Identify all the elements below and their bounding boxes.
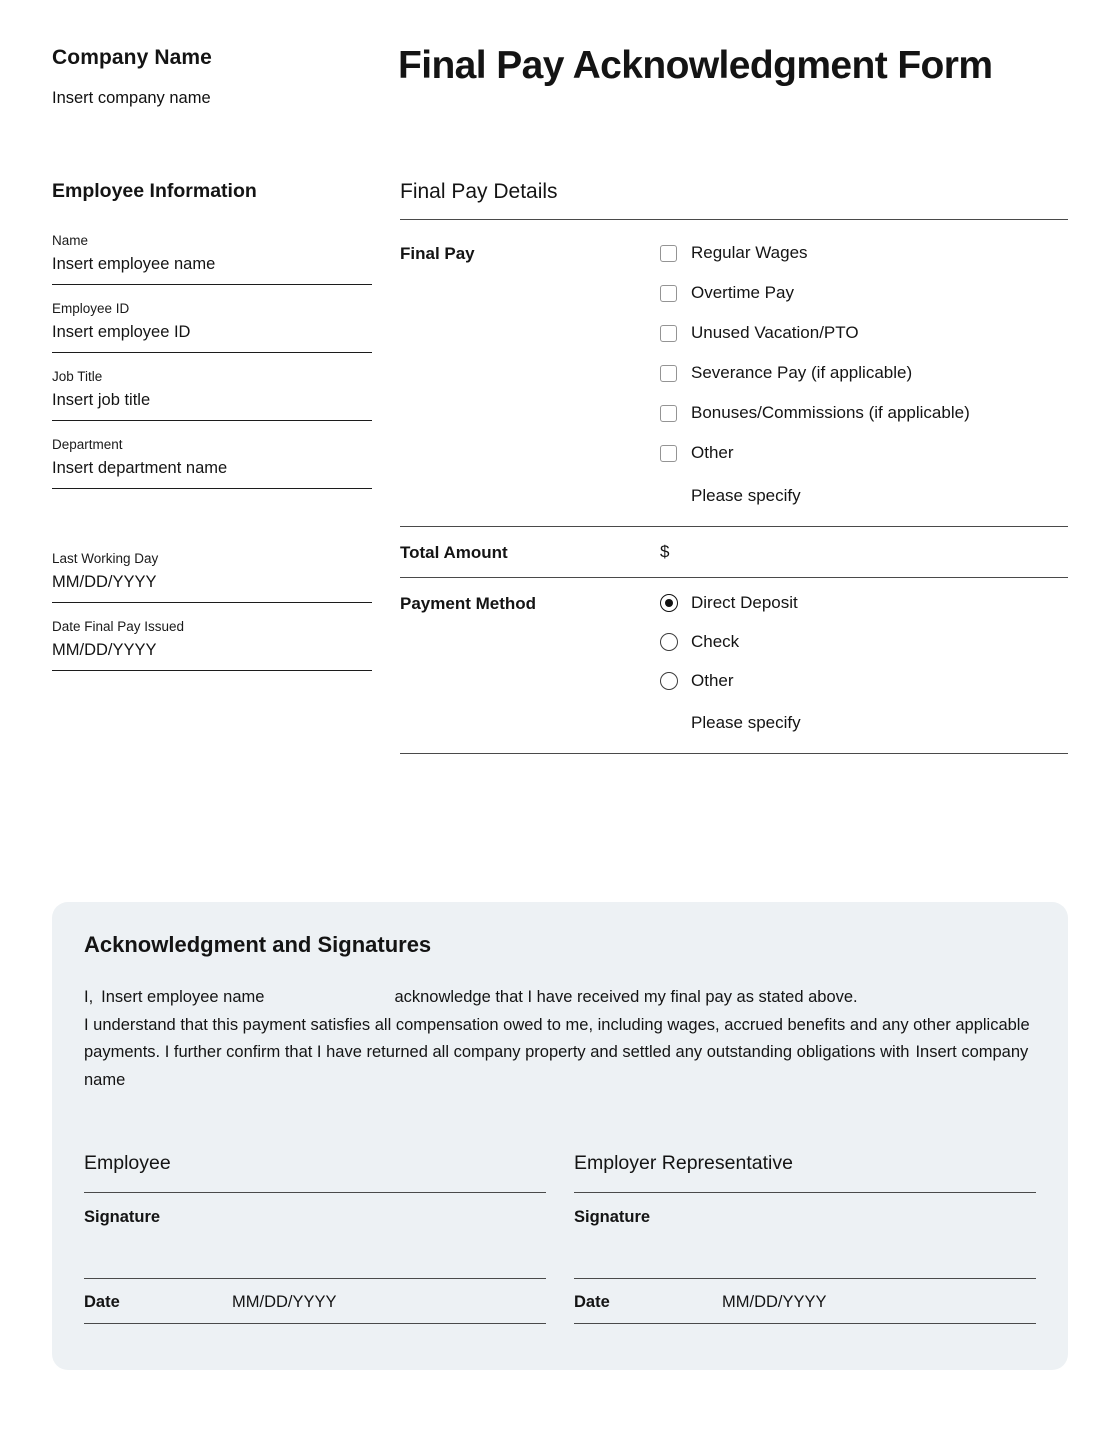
checkbox-label: Bonuses/Commissions (if applicable) <box>691 403 970 422</box>
field-date-final-pay-issued-label: Date Final Pay Issued <box>52 619 185 634</box>
acknowledgment-company-name-input[interactable]: Insert company name <box>84 1043 1029 1089</box>
employee-date-row <box>84 1293 546 1324</box>
field-last-working-day-label: Last Working Day <box>52 551 159 566</box>
payment-method-label: Payment Method <box>400 594 537 613</box>
company-block <box>52 46 398 108</box>
employee-information-section <box>52 180 372 754</box>
employer-party-heading: Employer Representative <box>574 1152 1036 1193</box>
employer-signature-block <box>574 1152 1036 1324</box>
payment-method-options <box>660 593 1068 739</box>
radio-check[interactable] <box>660 632 1068 652</box>
acknowledgment-section <box>52 902 1068 1370</box>
checkbox-icon[interactable] <box>660 365 677 382</box>
acknowledgment-intro-suffix: acknowledge that I have received my final pay as stated above. <box>394 988 858 1006</box>
checkbox-icon[interactable] <box>660 405 677 422</box>
final-pay-label: Final Pay <box>400 244 475 263</box>
checkbox-icon[interactable] <box>660 445 677 462</box>
field-employee-id <box>52 301 372 353</box>
acknowledgment-intro-prefix: I, <box>84 988 94 1006</box>
payment-please-specify-input[interactable]: Please specify <box>691 713 801 732</box>
final-pay-details-heading: Final Pay Details <box>400 180 1068 220</box>
checkbox-unused-vacation-pto[interactable] <box>660 323 1068 343</box>
field-job-title-input[interactable]: Insert job title <box>52 391 372 421</box>
acknowledgment-body-text: I understand that this payment satisfies all compensation owed to me, including wages, accrued benefits and any other applicable payments. I further confirm that I have returned all company property and settled any outstanding obligations with <box>84 1015 1030 1061</box>
field-department-label: Department <box>52 437 123 452</box>
field-job-title-label: Job Title <box>52 369 103 384</box>
checkbox-label: Overtime Pay <box>691 283 794 302</box>
checkbox-icon[interactable] <box>660 245 677 262</box>
radio-label: Direct Deposit <box>691 593 798 612</box>
final-pay-options <box>660 243 1068 512</box>
radio-icon-selected[interactable] <box>660 594 678 612</box>
field-name <box>52 233 372 285</box>
field-date-final-pay-issued <box>52 619 372 671</box>
employee-signature-block <box>84 1152 546 1324</box>
checkbox-other[interactable] <box>660 443 1068 463</box>
field-job-title <box>52 369 372 421</box>
payment-method-row <box>400 578 1068 754</box>
acknowledgment-body <box>84 1012 1036 1095</box>
checkbox-label: Other <box>691 443 734 462</box>
company-name-input[interactable]: Insert company name <box>52 89 211 107</box>
checkbox-label: Unused Vacation/PTO <box>691 323 859 342</box>
radio-label: Other <box>691 671 734 690</box>
final-pay-please-specify-input[interactable]: Please specify <box>691 486 801 505</box>
radio-icon[interactable] <box>660 633 678 651</box>
radio-other[interactable] <box>660 671 1068 691</box>
field-date-final-pay-issued-input[interactable]: MM/DD/YYYY <box>52 641 372 671</box>
total-amount-row <box>400 527 1068 578</box>
field-name-label: Name <box>52 233 89 248</box>
form-title: Final Pay Acknowledgment Form <box>398 44 993 87</box>
field-last-working-day-input[interactable]: MM/DD/YYYY <box>52 573 372 603</box>
final-pay-details-section <box>400 180 1068 754</box>
employee-date-input[interactable]: MM/DD/YYYY <box>232 1293 337 1311</box>
acknowledgment-heading: Acknowledgment and Signatures <box>84 932 432 957</box>
total-amount-input[interactable]: $ <box>660 542 670 561</box>
checkbox-icon[interactable] <box>660 285 677 302</box>
checkbox-label: Regular Wages <box>691 243 808 262</box>
checkbox-bonuses-commissions[interactable] <box>660 403 1068 423</box>
acknowledgment-employee-name-input[interactable]: Insert employee name <box>101 988 265 1006</box>
checkbox-icon[interactable] <box>660 325 677 342</box>
radio-direct-deposit[interactable] <box>660 593 1068 613</box>
checkbox-label: Severance Pay (if applicable) <box>691 363 913 382</box>
company-name-label: Company Name <box>52 46 212 69</box>
employer-date-row <box>574 1293 1036 1324</box>
employer-signature-label: Signature <box>574 1208 651 1226</box>
checkbox-severance-pay[interactable] <box>660 363 1068 383</box>
employee-signature-label: Signature <box>84 1208 161 1226</box>
employee-signature-input[interactable] <box>84 1227 546 1279</box>
field-name-input[interactable]: Insert employee name <box>52 255 372 285</box>
employee-party-heading: Employee <box>84 1152 546 1193</box>
field-last-working-day <box>52 551 372 603</box>
acknowledgment-intro <box>84 984 1036 1012</box>
radio-icon[interactable] <box>660 672 678 690</box>
final-pay-row <box>400 220 1068 527</box>
form-body <box>0 180 1120 754</box>
employer-signature-input[interactable] <box>574 1227 1036 1279</box>
form-header <box>0 0 1120 108</box>
employer-date-label: Date <box>574 1293 610 1311</box>
employer-date-input[interactable]: MM/DD/YYYY <box>722 1293 827 1311</box>
employee-date-label: Date <box>84 1293 120 1311</box>
signature-area <box>84 1152 1036 1324</box>
field-department <box>52 437 372 489</box>
employee-information-heading: Employee Information <box>52 180 257 202</box>
checkbox-regular-wages[interactable] <box>660 243 1068 263</box>
field-department-input[interactable]: Insert department name <box>52 459 372 489</box>
field-employee-id-input[interactable]: Insert employee ID <box>52 323 372 353</box>
checkbox-overtime-pay[interactable] <box>660 283 1068 303</box>
radio-label: Check <box>691 632 740 651</box>
total-amount-label: Total Amount <box>400 543 508 562</box>
field-employee-id-label: Employee ID <box>52 301 130 316</box>
